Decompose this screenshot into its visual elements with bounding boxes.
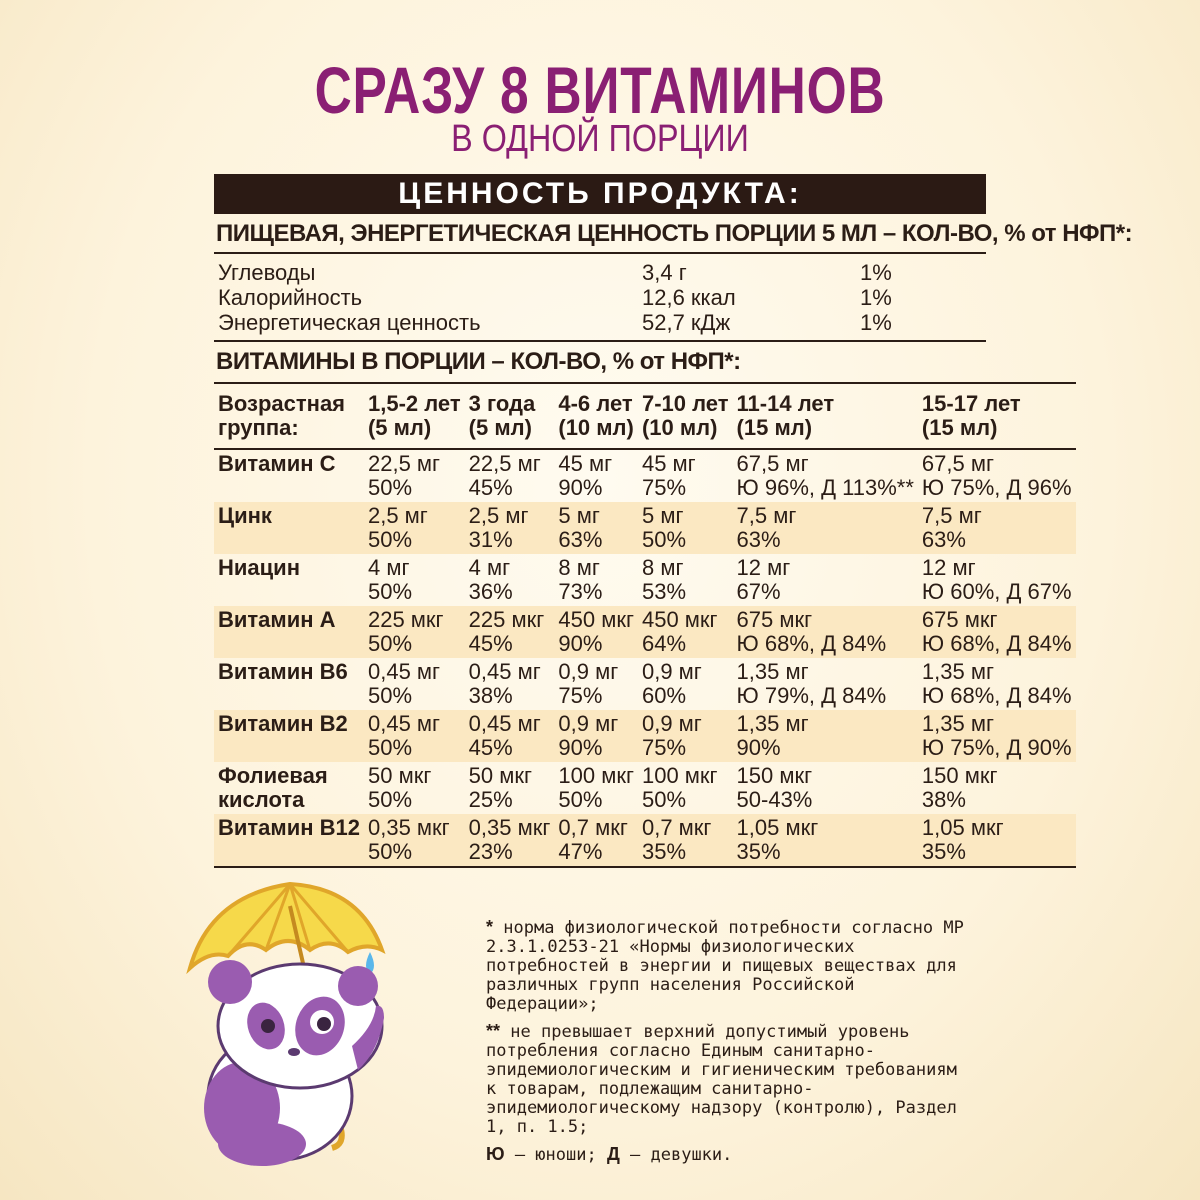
vitamin-name — [214, 502, 364, 554]
vitamin-percent: 50% — [558, 787, 603, 812]
vitamin-amount: 4 мг — [468, 555, 511, 580]
vitamin-cell — [638, 606, 733, 658]
vitamin-amount: 225 мкг — [367, 607, 444, 632]
vitamin-cell — [465, 762, 555, 814]
vitamin-cell — [638, 502, 733, 554]
vitamin-cell — [364, 762, 465, 814]
header-line-2: (10 мл) — [558, 415, 634, 440]
vitamin-percent: Ю 68%, Д 84% — [921, 631, 1072, 656]
nutrition-row — [214, 310, 986, 336]
age-group-label — [214, 383, 364, 449]
vitamin-cell — [733, 502, 918, 554]
vitamin-cell — [638, 449, 733, 502]
vitamin-amount: 4 мг — [367, 555, 410, 580]
footnotes — [486, 918, 966, 1173]
vitamin-name — [214, 762, 364, 814]
vitamin-percent: 50-43% — [736, 787, 813, 812]
vitamin-amount: 0,7 мкг — [641, 815, 712, 840]
gender-legend — [486, 1145, 966, 1165]
vitamin-cell — [733, 762, 918, 814]
vitamin-amount: 1,05 мкг — [736, 815, 819, 840]
nutrient-name: Энергетическая ценность — [218, 310, 481, 335]
vitamin-row — [214, 658, 1076, 710]
vitamin-percent: 45% — [468, 735, 513, 760]
vitamin-percent: 75% — [558, 683, 603, 708]
vitamin-amount: 450 мкг — [641, 607, 718, 632]
vitamin-amount: 45 мг — [641, 451, 696, 476]
vitamin-percent: 47% — [558, 839, 603, 864]
header-line-2: (15 мл) — [921, 415, 998, 440]
vitamin-name-line-1: Витамин В2 — [218, 711, 348, 736]
vitamin-name — [214, 449, 364, 502]
nutrient-amount: 12,6 ккал — [642, 285, 736, 310]
page-subtitle: В ОДНОЙ ПОРЦИИ — [451, 118, 749, 160]
vitamin-cell — [465, 554, 555, 606]
vitamin-amount: 100 мкг — [558, 763, 634, 788]
age-group-header — [638, 383, 733, 449]
vitamin-cell — [465, 814, 555, 867]
header-line-1: 11-14 лет — [736, 391, 835, 416]
footnote-2-mark: ** — [486, 1021, 501, 1041]
vitamin-cell — [918, 658, 1076, 710]
vitamin-cell — [364, 606, 465, 658]
vitamin-amount: 2,5 мг — [468, 503, 529, 528]
header-line-2: (5 мл) — [367, 415, 432, 440]
vitamin-cell — [465, 449, 555, 502]
nutrition-table — [214, 260, 986, 342]
vitamin-amount: 0,9 мг — [558, 659, 619, 684]
nutrition-heading: ПИЩЕВАЯ, ЭНЕРГЕТИЧЕСКАЯ ЦЕННОСТЬ ПОРЦИИ 5 МЛ – КОЛ-ВО, % от НФП*: — [214, 214, 986, 254]
header-line-2: (5 мл) — [468, 415, 532, 440]
vitamin-percent: 38% — [921, 787, 966, 812]
vitamin-name-line-1: Витамин В12 — [218, 815, 360, 840]
vitamin-cell — [918, 502, 1076, 554]
nutrient-amount: 52,7 кДж — [642, 310, 731, 335]
vitamin-percent: 50% — [367, 839, 413, 864]
vitamin-cell — [733, 606, 918, 658]
vitamin-amount: 0,35 мкг — [468, 815, 551, 840]
age-group-header — [465, 383, 555, 449]
vitamin-amount: 1,35 мг — [736, 711, 809, 736]
header-line-1: Возрастная — [218, 391, 346, 416]
vitamin-percent: 63% — [921, 527, 966, 552]
vitamin-amount: 100 мкг — [641, 763, 718, 788]
vitamin-cell — [554, 762, 638, 814]
vitamin-amount: 675 мкг — [736, 607, 813, 632]
vitamin-name — [214, 606, 364, 658]
vitamin-cell — [918, 554, 1076, 606]
vitamin-percent: Ю 96%, Д 113%** — [736, 475, 914, 500]
vitamin-cell — [638, 554, 733, 606]
vitamin-cell — [554, 449, 638, 502]
vitamin-percent: 50% — [367, 579, 413, 604]
vitamin-cell — [364, 502, 465, 554]
vitamins-table — [214, 382, 1076, 868]
vitamin-row — [214, 814, 1076, 867]
vitamin-amount: 0,45 мг — [468, 711, 541, 736]
vitamin-percent: 50% — [367, 735, 413, 760]
panda-icon — [204, 960, 384, 1166]
vitamin-cell — [554, 502, 638, 554]
vitamin-percent: 73% — [558, 579, 603, 604]
header-line-1: 15-17 лет — [921, 391, 1021, 416]
vitamin-percent: 50% — [641, 787, 687, 812]
vitamin-cell — [364, 449, 465, 502]
vitamin-percent: 50% — [367, 475, 413, 500]
vitamin-cell — [918, 814, 1076, 867]
nutrition-card — [214, 174, 1133, 868]
vitamin-amount: 0,45 мг — [367, 659, 441, 684]
vitamin-amount: 0,45 мг — [367, 711, 441, 736]
header-line-2: группа: — [218, 415, 299, 440]
vitamin-percent: 25% — [468, 787, 513, 812]
vitamin-percent: Ю 79%, Д 84% — [736, 683, 887, 708]
vitamin-percent: Ю 68%, Д 84% — [736, 631, 887, 656]
vitamin-percent: 50% — [367, 527, 413, 552]
vitamin-name — [214, 814, 364, 867]
vitamin-cell — [918, 449, 1076, 502]
vitamin-row — [214, 449, 1076, 502]
vitamin-percent: Ю 68%, Д 84% — [921, 683, 1072, 708]
vitamin-cell — [364, 658, 465, 710]
vitamin-cell — [638, 658, 733, 710]
vitamin-amount: 2,5 мг — [367, 503, 428, 528]
vitamin-name-line-1: Витамин В6 — [218, 659, 348, 684]
vitamin-amount: 22,5 мг — [468, 451, 541, 476]
vitamin-percent: 67% — [736, 579, 781, 604]
vitamin-amount: 1,05 мкг — [921, 815, 1004, 840]
vitamin-name — [214, 710, 364, 762]
vitamin-amount: 8 мг — [558, 555, 600, 580]
vitamin-amount: 0,45 мг — [468, 659, 541, 684]
vitamin-amount: 675 мкг — [921, 607, 998, 632]
vitamin-percent: Ю 60%, Д 67% — [921, 579, 1072, 604]
vitamin-cell — [554, 606, 638, 658]
vitamin-amount: 45 мг — [558, 451, 613, 476]
vitamin-percent: 35% — [736, 839, 781, 864]
vitamin-percent: 64% — [641, 631, 687, 656]
vitamin-percent: 45% — [468, 631, 513, 656]
vitamin-name — [214, 554, 364, 606]
vitamins-heading: ВИТАМИНЫ В ПОРЦИИ – КОЛ-ВО, % от НФП*: — [216, 348, 741, 375]
vitamin-percent: 38% — [468, 683, 513, 708]
vitamin-name-line-1: Витамин С — [218, 451, 336, 476]
vitamin-percent: 75% — [641, 475, 687, 500]
vitamin-percent: 35% — [641, 839, 687, 864]
vitamin-percent: 63% — [558, 527, 603, 552]
vitamin-percent: 90% — [558, 735, 603, 760]
footnote-1-text: норма физиологической потребности согласно МР 2.3.1.0253-21 «Нормы физиологических потребностей в энергии и пищевых веществах для различных групп населения Российской Федерации»; — [486, 918, 964, 1014]
vitamin-percent: 53% — [641, 579, 687, 604]
footnote-2 — [486, 1022, 966, 1137]
vitamin-name-line-1: Ниацин — [218, 555, 300, 580]
vitamin-cell — [554, 814, 638, 867]
vitamin-row — [214, 762, 1076, 814]
vitamin-amount: 12 мг — [736, 555, 791, 580]
page-title: СРАЗУ 8 ВИТАМИНОВ — [314, 53, 886, 127]
boys-mark: Ю — [486, 1144, 505, 1164]
vitamin-amount: 0,7 мкг — [558, 815, 628, 840]
vitamin-cell — [465, 606, 555, 658]
vitamin-percent: Ю 75%, Д 90% — [921, 735, 1072, 760]
header-line-2: (10 мл) — [641, 415, 718, 440]
vitamin-cell — [733, 814, 918, 867]
vitamin-amount: 8 мг — [641, 555, 684, 580]
footnote-2-text: не превышает верхний допустимый уровень потребления согласно Единым санитарно-эпидемиологическим и гигиеническим требованиям к товарам, подлежащим санитарно-эпидемиологическому надзору (контролю), Раздел 1, п. 1.5; — [486, 1022, 957, 1137]
girls-label: – девушки. — [630, 1145, 733, 1165]
vitamin-cell — [554, 554, 638, 606]
vitamin-amount: 0,9 мг — [558, 711, 619, 736]
vitamin-percent: 50% — [641, 527, 687, 552]
vitamin-amount: 12 мг — [921, 555, 976, 580]
vitamin-cell — [554, 710, 638, 762]
vitamin-percent: 90% — [558, 475, 603, 500]
vitamin-percent: 31% — [468, 527, 513, 552]
vitamin-amount: 5 мг — [641, 503, 684, 528]
vitamin-percent: 63% — [736, 527, 781, 552]
nutrient-percent: 1% — [860, 260, 892, 285]
vitamin-amount: 150 мкг — [736, 763, 813, 788]
vitamin-cell — [733, 449, 918, 502]
vitamin-percent: 35% — [921, 839, 966, 864]
vitamin-row — [214, 502, 1076, 554]
vitamin-cell — [465, 502, 555, 554]
vitamin-amount: 22,5 мг — [367, 451, 441, 476]
age-group-header — [918, 383, 1076, 449]
vitamin-amount: 450 мкг — [558, 607, 634, 632]
vitamin-amount: 0,9 мг — [641, 711, 702, 736]
vitamin-cell — [638, 762, 733, 814]
vitamin-percent: 75% — [641, 735, 687, 760]
vitamin-cell — [638, 710, 733, 762]
vitamin-amount: 5 мг — [558, 503, 600, 528]
vitamin-percent: 36% — [468, 579, 513, 604]
vitamin-percent: 50% — [367, 683, 413, 708]
vitamin-amount: 0,35 мкг — [367, 815, 450, 840]
vitamin-percent: 60% — [641, 683, 687, 708]
header-line-1: 1,5-2 лет — [367, 391, 461, 416]
vitamin-cell — [638, 814, 733, 867]
footnote-1-mark: * — [486, 917, 494, 937]
vitamin-cell — [364, 814, 465, 867]
nutrient-name: Углеводы — [218, 260, 316, 285]
vitamin-cell — [733, 554, 918, 606]
header-line-1: 4-6 лет — [558, 391, 633, 416]
vitamin-amount: 150 мкг — [921, 763, 998, 788]
footnote-1 — [486, 918, 966, 1014]
vitamin-amount: 67,5 мг — [921, 451, 994, 476]
header-line-1: 7-10 лет — [641, 391, 729, 416]
vitamin-name-line-1: Витамин А — [218, 607, 336, 632]
panda-with-umbrella-illustration — [170, 876, 470, 1176]
vitamin-cell — [918, 710, 1076, 762]
nutrient-percent: 1% — [860, 285, 892, 310]
girls-mark: Д — [606, 1144, 620, 1164]
nutrition-row — [214, 285, 986, 311]
vitamin-amount: 1,35 мг — [921, 711, 994, 736]
vitamin-percent: 23% — [468, 839, 513, 864]
vitamin-amount: 1,35 мг — [921, 659, 994, 684]
header-line-1: 3 года — [468, 391, 536, 416]
vitamin-amount: 50 мкг — [468, 763, 533, 788]
vitamin-cell — [364, 554, 465, 606]
vitamin-amount: 7,5 мг — [921, 503, 982, 528]
vitamin-cell — [465, 710, 555, 762]
vitamin-cell — [465, 658, 555, 710]
vitamin-cell — [364, 710, 465, 762]
nutrient-percent: 1% — [860, 310, 892, 335]
header-line-2: (15 мл) — [736, 415, 813, 440]
vitamin-amount: 7,5 мг — [736, 503, 797, 528]
vitamin-cell — [733, 710, 918, 762]
age-group-header — [554, 383, 638, 449]
vitamin-row — [214, 710, 1076, 762]
vitamin-cell — [554, 658, 638, 710]
vitamin-amount: 0,9 мг — [641, 659, 702, 684]
vitamin-name — [214, 658, 364, 710]
vitamin-name-line-2: кислота — [218, 787, 305, 812]
vitamin-percent: 50% — [367, 631, 413, 656]
vitamin-percent: 90% — [736, 735, 781, 760]
vitamin-cell — [733, 658, 918, 710]
age-group-header — [364, 383, 465, 449]
boys-label: – юноши; — [514, 1145, 597, 1165]
vitamin-amount: 1,35 мг — [736, 659, 809, 684]
vitamin-name-line-1: Фолиевая — [218, 763, 328, 788]
vitamin-amount: 67,5 мг — [736, 451, 809, 476]
vitamins-header-row — [214, 383, 1076, 449]
vitamin-cell — [918, 762, 1076, 814]
product-value-banner: ЦЕННОСТЬ ПРОДУКТА: — [214, 174, 986, 214]
vitamin-cell — [918, 606, 1076, 658]
vitamin-amount: 225 мкг — [468, 607, 545, 632]
vitamin-percent: 45% — [468, 475, 513, 500]
age-group-header — [733, 383, 918, 449]
nutrition-row — [214, 260, 986, 286]
vitamin-percent: Ю 75%, Д 96% — [921, 475, 1072, 500]
vitamin-row — [214, 554, 1076, 606]
vitamin-percent: 90% — [558, 631, 603, 656]
nutrient-amount: 3,4 г — [642, 260, 687, 285]
vitamin-row — [214, 606, 1076, 658]
vitamin-percent: 50% — [367, 787, 413, 812]
nutrient-name: Калорийность — [218, 285, 363, 310]
vitamin-name-line-1: Цинк — [218, 503, 272, 528]
vitamin-amount: 50 мкг — [367, 763, 432, 788]
